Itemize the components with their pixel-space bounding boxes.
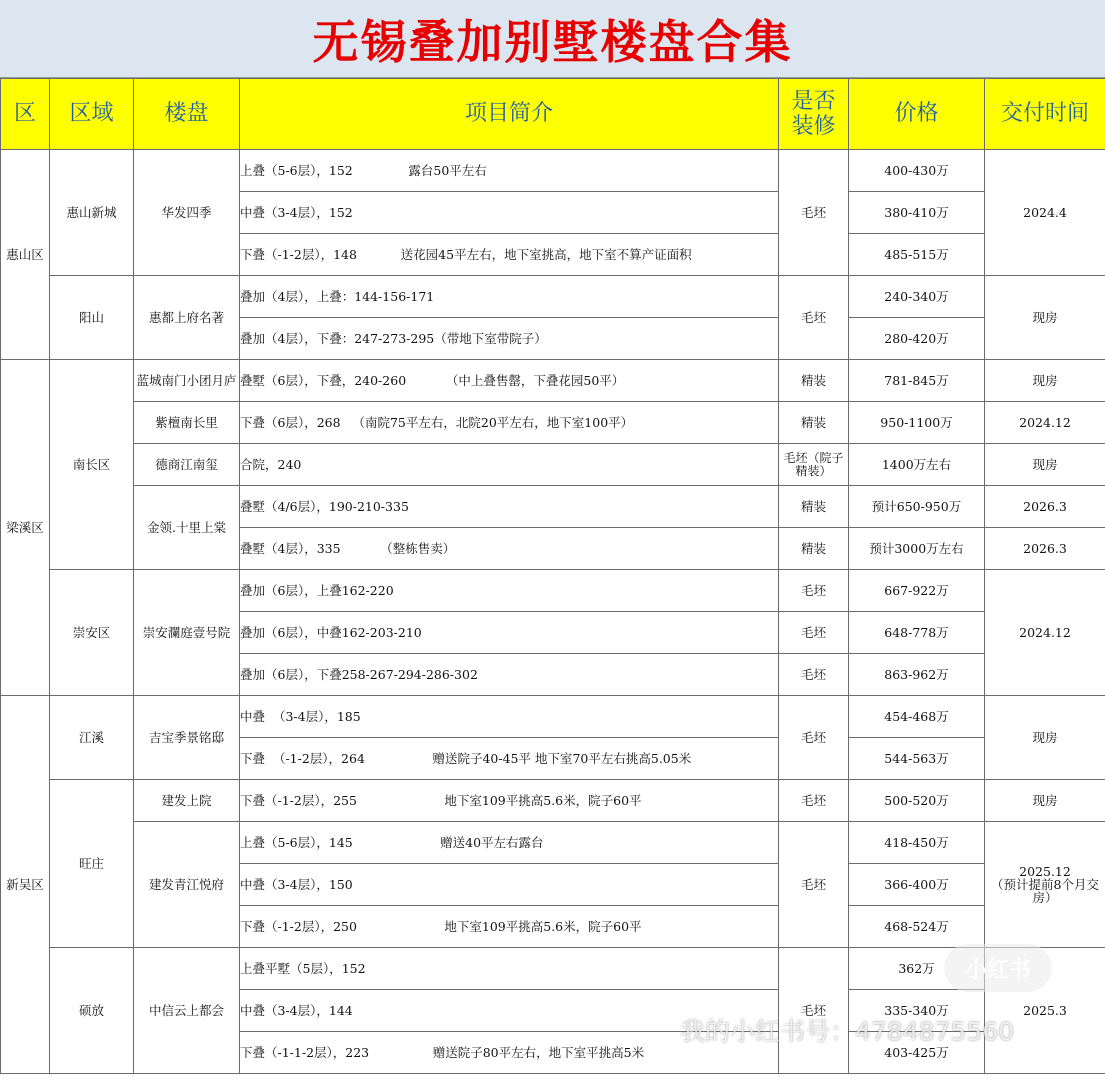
decoration-cell: 毛坯: [779, 780, 849, 822]
header-decoration: 是否 装修: [779, 79, 849, 150]
intro-cell: 叠墅（6层），下叠，240-260 （中上叠售罄，下叠花园50平）: [240, 360, 779, 402]
decoration-cell: 毛坯: [779, 276, 849, 360]
header-row: [1, 79, 1105, 150]
price-cell: 280-420万: [849, 318, 985, 360]
price-cell: 781-845万: [849, 360, 985, 402]
table-row: [1, 150, 1105, 192]
price-cell: 400-430万: [849, 150, 985, 192]
decoration-cell: 毛坯: [779, 654, 849, 696]
area-cell: 旺庄: [50, 780, 134, 948]
page-title: 无锡叠加别墅楼盘合集: [312, 14, 793, 69]
intro-cell: 下叠（-1-1-2层），223 赠送院子80平左右，地下室平挑高5米: [240, 1032, 779, 1074]
district-cell: 梁溪区: [1, 360, 50, 696]
district-cell: 惠山区: [1, 150, 50, 360]
property-table: [0, 78, 1105, 1074]
project-cell: 吉宝季景铭邸: [134, 696, 240, 780]
intro-cell: 叠加（6层），下叠258-267-294-286-302: [240, 654, 779, 696]
decoration-cell: 毛坯: [779, 612, 849, 654]
table-row: [1, 444, 1105, 486]
decoration-cell: 精装: [779, 528, 849, 570]
intro-cell: 下叠（-1-2层），148 送花园45平左右，地下室挑高，地下室不算产证面积: [240, 234, 779, 276]
decoration-cell: 毛坯: [779, 822, 849, 948]
price-cell: 335-340万: [849, 990, 985, 1032]
decoration-cell: 毛坯: [779, 696, 849, 780]
project-cell: 中信云上都会: [134, 948, 240, 1074]
table-row: [1, 360, 1105, 402]
intro-cell: 叠墅（4层），335 （整栋售卖）: [240, 528, 779, 570]
district-cell: 新吴区: [1, 696, 50, 1074]
delivery-cell: 现房: [985, 360, 1105, 402]
price-cell: 468-524万: [849, 906, 985, 948]
header-delivery: 交付时间: [985, 79, 1105, 150]
price-cell: 预计3000万左右: [849, 528, 985, 570]
intro-cell: 上叠（5-6层），152 露台50平左右: [240, 150, 779, 192]
intro-cell: 下叠（-1-2层），255 地下室109平挑高5.6米，院子60平: [240, 780, 779, 822]
area-cell: 阳山: [50, 276, 134, 360]
intro-cell: 下叠 （-1-2层），264 赠送院子40-45平 地下室70平左右挑高5.05米: [240, 738, 779, 780]
price-cell: 418-450万: [849, 822, 985, 864]
project-cell: 崇安瀾庭壹号院: [134, 570, 240, 696]
price-cell: 403-425万: [849, 1032, 985, 1074]
project-cell: 华发四季: [134, 150, 240, 276]
header-intro: 项目简介: [240, 79, 779, 150]
delivery-cell: 现房: [985, 276, 1105, 360]
price-cell: 1400万左右: [849, 444, 985, 486]
price-cell: 950-1100万: [849, 402, 985, 444]
area-cell: 江溪: [50, 696, 134, 780]
table-row: [1, 486, 1105, 528]
project-cell: 建发上院: [134, 780, 240, 822]
intro-cell: 叠加（4层），上叠：144-156-171: [240, 276, 779, 318]
project-cell: 蓝城南门小团月庐: [134, 360, 240, 402]
project-cell: 惠都上府名著: [134, 276, 240, 360]
decoration-cell: 精装: [779, 486, 849, 528]
area-cell: 南长区: [50, 360, 134, 570]
intro-cell: 叠加（4层），下叠：247-273-295（带地下室带院子）: [240, 318, 779, 360]
delivery-cell: 2026.3: [985, 528, 1105, 570]
table-row: [1, 948, 1105, 990]
price-cell: 544-563万: [849, 738, 985, 780]
header-district: 区: [1, 79, 50, 150]
price-cell: 500-520万: [849, 780, 985, 822]
price-cell: 366-400万: [849, 864, 985, 906]
header-area: 区域: [50, 79, 134, 150]
delivery-cell: 2025.3: [985, 948, 1105, 1074]
table-row: [1, 822, 1105, 864]
table-row: [1, 780, 1105, 822]
delivery-cell: 现房: [985, 696, 1105, 780]
title-bar: [0, 0, 1105, 78]
area-cell: 崇安区: [50, 570, 134, 696]
price-cell: 454-468万: [849, 696, 985, 738]
table-row: [1, 696, 1105, 738]
intro-cell: 下叠（-1-2层），250 地下室109平挑高5.6米，院子60平: [240, 906, 779, 948]
intro-cell: 叠加（6层），上叠162-220: [240, 570, 779, 612]
decoration-cell: 毛坯: [779, 570, 849, 612]
delivery-cell: 2024.4: [985, 150, 1105, 276]
delivery-cell: 2024.12: [985, 570, 1105, 696]
header-project: 楼盘: [134, 79, 240, 150]
delivery-cell: 2025.12 （预计提前8个月交房）: [985, 822, 1105, 948]
price-cell: 485-515万: [849, 234, 985, 276]
table-row: [1, 570, 1105, 612]
decoration-cell: 毛坯（院子精装）: [779, 444, 849, 486]
intro-cell: 叠墅（4/6层），190-210-335: [240, 486, 779, 528]
intro-cell: 中叠（3-4层），144: [240, 990, 779, 1032]
header-price: 价格: [849, 79, 985, 150]
intro-cell: 叠加（6层），中叠162-203-210: [240, 612, 779, 654]
project-cell: 紫檀南长里: [134, 402, 240, 444]
intro-cell: 下叠（6层），268 （南院75平左右，北院20平左右，地下室100平）: [240, 402, 779, 444]
delivery-cell: 2026.3: [985, 486, 1105, 528]
price-cell: 362万: [849, 948, 985, 990]
area-cell: 硕放: [50, 948, 134, 1074]
intro-cell: 中叠（3-4层），152: [240, 192, 779, 234]
intro-cell: 中叠（3-4层），150: [240, 864, 779, 906]
decoration-cell: 毛坯: [779, 948, 849, 1074]
intro-cell: 合院，240: [240, 444, 779, 486]
intro-cell: 上叠（5-6层），145 赠送40平左右露台: [240, 822, 779, 864]
decoration-cell: 精装: [779, 360, 849, 402]
table-row: [1, 276, 1105, 318]
price-cell: 648-778万: [849, 612, 985, 654]
project-cell: 德商江南玺: [134, 444, 240, 486]
price-cell: 667-922万: [849, 570, 985, 612]
watermark-text: 我的小红书号：4784875560: [680, 1017, 1015, 1046]
price-cell: 预计650-950万: [849, 486, 985, 528]
decoration-cell: 毛坯: [779, 150, 849, 276]
delivery-cell: 现房: [985, 444, 1105, 486]
price-cell: 863-962万: [849, 654, 985, 696]
decoration-cell: 精装: [779, 402, 849, 444]
intro-cell: 上叠平墅（5层），152: [240, 948, 779, 990]
delivery-cell: 现房: [985, 780, 1105, 822]
price-cell: 240-340万: [849, 276, 985, 318]
project-cell: 金领.十里上棠: [134, 486, 240, 570]
project-cell: 建发青江悦府: [134, 822, 240, 948]
table-row: [1, 402, 1105, 444]
watermark-logo: 小红书: [944, 944, 1052, 992]
area-cell: 惠山新城: [50, 150, 134, 276]
price-cell: 380-410万: [849, 192, 985, 234]
delivery-cell: 2024.12: [985, 402, 1105, 444]
intro-cell: 中叠 （3-4层），185: [240, 696, 779, 738]
